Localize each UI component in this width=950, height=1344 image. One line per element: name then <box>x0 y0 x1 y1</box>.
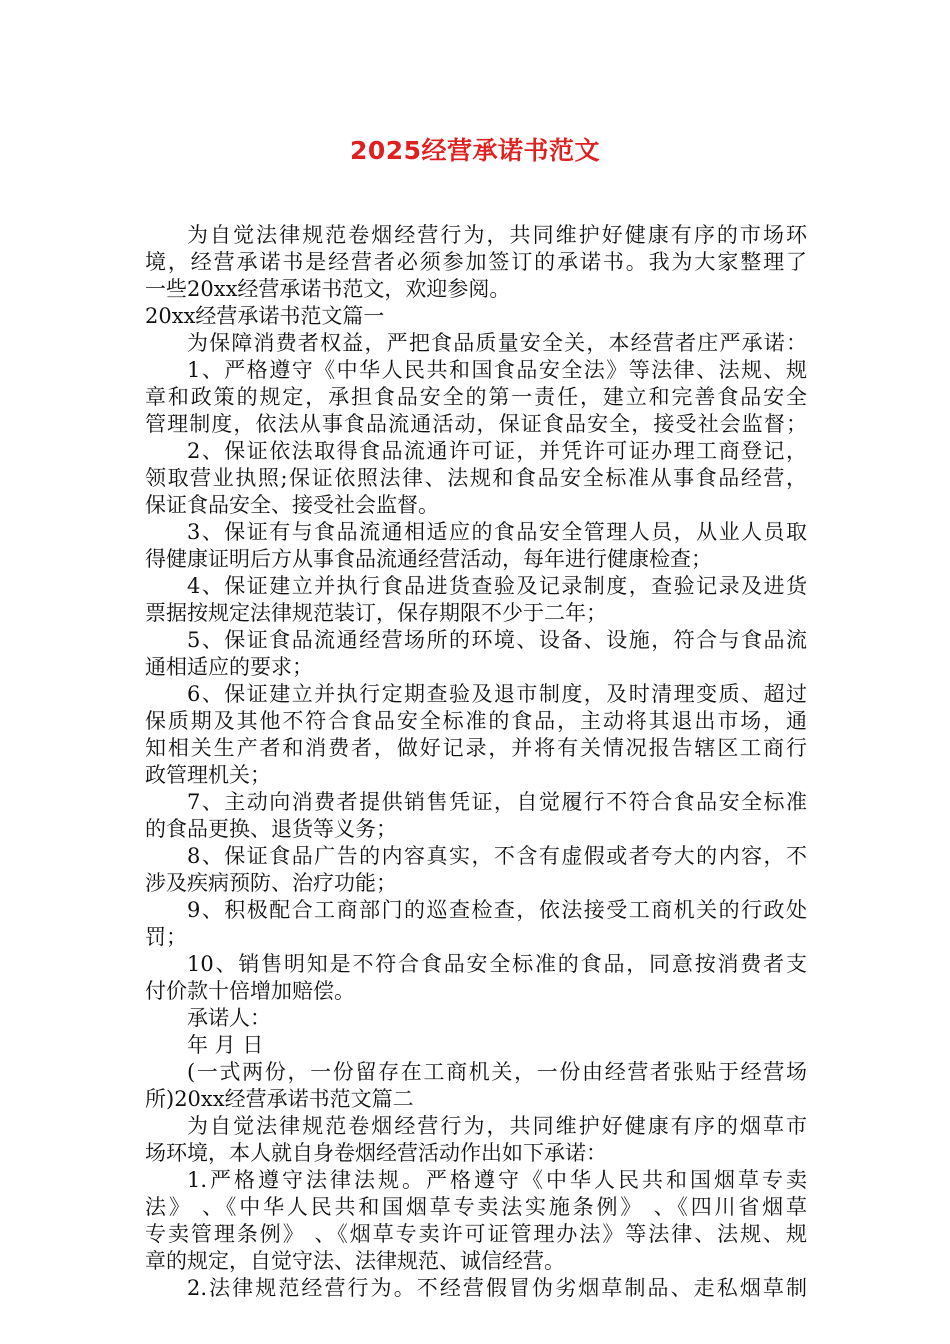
paragraph-line: 2.法律规范经营行为。不经营假冒伪劣烟草制品、走私烟草制 <box>187 1276 807 1300</box>
paragraph-line: 2、保证依法取得食品流通许可证，并凭许可证办理工商登记， <box>187 439 807 463</box>
paragraph-line: 专卖管理条例》 、《烟草专卖许可证管理办法》等法律、法规、规 <box>145 1222 807 1246</box>
paragraph-line: 付价款十倍增加赔偿。 <box>145 979 355 1003</box>
paragraph-line: 章的规定，自觉守法、法律规范、诚信经营。 <box>145 1249 565 1273</box>
paragraph-line: 3、保证有与食品流通相适应的食品安全管理人员，从业人员取 <box>187 520 807 544</box>
document-title: 2025经营承诺书范文 <box>349 136 601 165</box>
paragraph-line: 5、保证食品流通经营场所的环境、设备、设施，符合与食品流 <box>187 628 807 652</box>
paragraph-line: 4、保证建立并执行食品进货查验及记录制度，查验记录及进货 <box>187 574 807 598</box>
paragraph-line: 承诺人： <box>187 1006 271 1030</box>
paragraph-line: 知相关生产者和消费者，做好记录，并将有关情况报告辖区工商行 <box>145 736 807 760</box>
paragraph-line: 8、保证食品广告的内容真实，不含有虚假或者夸大的内容，不 <box>187 844 807 868</box>
paragraph-line: 保质期及其他不符合食品安全标准的食品，主动将其退出市场，通 <box>145 709 807 733</box>
paragraph-line: 为自觉法律规范卷烟经营行为，共同维护好健康有序的市场环 <box>187 223 807 247</box>
paragraph-line: 政管理机关； <box>145 763 271 787</box>
paragraph-line: 领取营业执照;保证依照法律、法规和食品安全标准从事食品经营， <box>145 466 807 490</box>
paragraph-line: 法》 、《中华人民共和国烟草专卖法实施条例》 、《四川省烟草 <box>145 1195 807 1219</box>
paragraph-line: 境，经营承诺书是经营者必须参加签订的承诺书。我为大家整理了 <box>145 250 807 274</box>
paragraph-line: 1.严格遵守法律法规。严格遵守《中华人民共和国烟草专卖 <box>187 1168 807 1192</box>
paragraph-line: 年 月 日 <box>187 1033 264 1057</box>
paragraph-line: 为自觉法律规范卷烟经营行为，共同维护好健康有序的烟草市 <box>187 1114 807 1138</box>
paragraph-line: 20xx经营承诺书范文篇一 <box>145 304 385 328</box>
paragraph-line: 管理制度，依法从事食品流通活动，保证食品安全，接受社会监督； <box>145 412 807 436</box>
paragraph-line: 涉及疾病预防、治疗功能； <box>145 871 397 895</box>
paragraph-line: 通相适应的要求； <box>145 655 313 679</box>
paragraph-line: 7、主动向消费者提供销售凭证，自觉履行不符合食品安全标准 <box>187 790 807 814</box>
paragraph-line: 9、积极配合工商部门的巡查检查，依法接受工商机关的行政处 <box>187 898 807 922</box>
paragraph-line: 得健康证明后方从事食品流通经营活动，每年进行健康检查； <box>145 547 712 571</box>
document-body <box>145 222 807 1302</box>
paragraph-line: 保证食品安全、接受社会监督。 <box>145 493 439 517</box>
paragraph-line: 所)20xx经营承诺书范文篇二 <box>145 1087 414 1111</box>
paragraph-line: 一些20xx经营承诺书范文，欢迎参阅。 <box>145 277 511 301</box>
paragraph-line: 章和政策的规定，承担食品安全的第一责任，建立和完善食品安全 <box>145 385 807 409</box>
paragraph-line: 的食品更换、退货等义务； <box>145 817 397 841</box>
paragraph-line: 为保障消费者权益，严把食品质量安全关，本经营者庄严承诺： <box>187 331 807 355</box>
paragraph-line: 罚； <box>145 925 187 949</box>
paragraph-line: (一式两份，一份留存在工商机关，一份由经营者张贴于经营场 <box>187 1060 807 1084</box>
paragraph-line: 6、保证建立并执行定期查验及退市制度，及时清理变质、超过 <box>187 682 807 706</box>
paragraph-line: 1、严格遵守《中华人民共和国食品安全法》等法律、法规、规 <box>187 358 807 382</box>
paragraph-line: 场环境，本人就自身卷烟经营活动作出如下承诺： <box>145 1141 607 1165</box>
paragraph-line: 10、销售明知是不符合食品安全标准的食品，同意按消费者支 <box>187 952 807 976</box>
paragraph-line: 票据按规定法律规范装订，保存期限不少于二年； <box>145 601 607 625</box>
